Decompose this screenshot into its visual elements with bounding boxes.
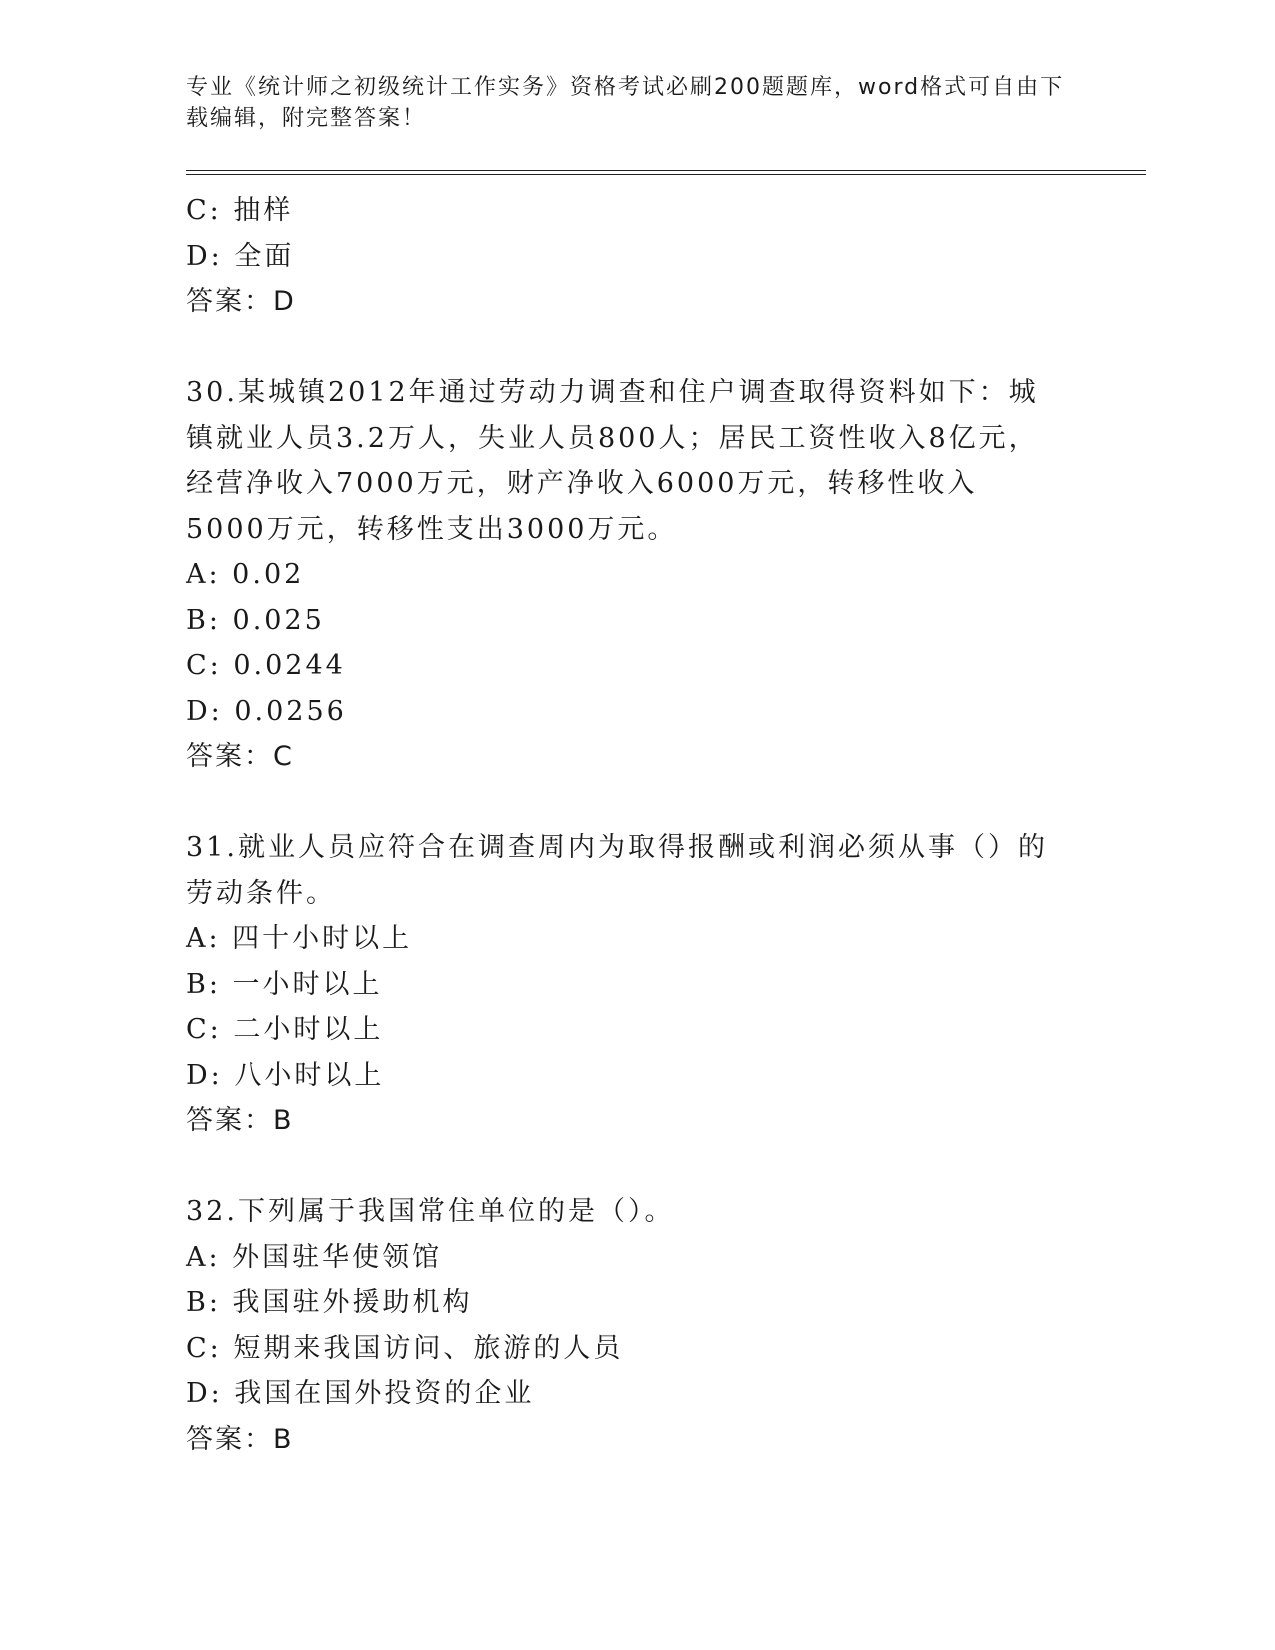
question-30 xyxy=(186,370,1086,780)
answer-line: 答案：B xyxy=(186,1423,294,1455)
spacer xyxy=(186,1144,1086,1190)
previous-question-tail xyxy=(186,188,1086,325)
answer-line: 答案：C xyxy=(186,741,294,772)
question-text: 31.就业人员应符合在调查周内为取得报酬或利润必须从事（）的劳动条件。 xyxy=(186,832,1048,909)
header-rule-top xyxy=(186,170,1146,171)
answer-line: 答案：B xyxy=(186,1105,294,1136)
question-32 xyxy=(186,1189,1086,1462)
question-31 xyxy=(186,825,1086,1144)
option-c: C: 二小时以上 xyxy=(186,1014,384,1045)
option-d: D: 全面 xyxy=(186,240,295,272)
option-b: B: 0.025 xyxy=(186,604,325,636)
page-header: 专业《统计师之初级统计工作实务》资格考试必刷200题题库，word格式可自由下载编辑，附完整答案！ xyxy=(186,75,1065,131)
option-d: D: 0.0256 xyxy=(186,695,347,727)
answer-line: 答案：D xyxy=(186,286,296,317)
header-rule-bottom xyxy=(186,174,1146,175)
option-c: C: 抽样 xyxy=(186,195,294,226)
option-c: C: 短期来我国访问、旅游的人员 xyxy=(186,1332,624,1364)
option-d: D: 我国在国外投资的企业 xyxy=(186,1378,535,1409)
spacer xyxy=(186,780,1086,826)
spacer xyxy=(186,325,1086,371)
option-b: B: 一小时以上 xyxy=(186,968,383,1000)
option-a: A: 外国驻华使领馆 xyxy=(186,1241,443,1273)
option-a: A: 0.02 xyxy=(186,559,305,590)
option-d: D: 八小时以上 xyxy=(186,1059,385,1091)
option-a: A: 四十小时以上 xyxy=(186,923,413,954)
question-text: 30.某城镇2012年通过劳动力调查和住户调查取得资料如下：城镇就业人员3.2万人，失业人员800人；居民工资性收入8亿元，经营净收入7000万元，财产净收入6000万元，转移性收入5000万元，转移性支出3000万元。 xyxy=(186,377,1039,545)
option-b: B: 我国驻外援助机构 xyxy=(186,1287,473,1318)
document-body xyxy=(186,188,1086,1462)
question-text: 32.下列属于我国常住单位的是（）。 xyxy=(186,1196,675,1227)
option-c: C: 0.0244 xyxy=(186,650,346,681)
